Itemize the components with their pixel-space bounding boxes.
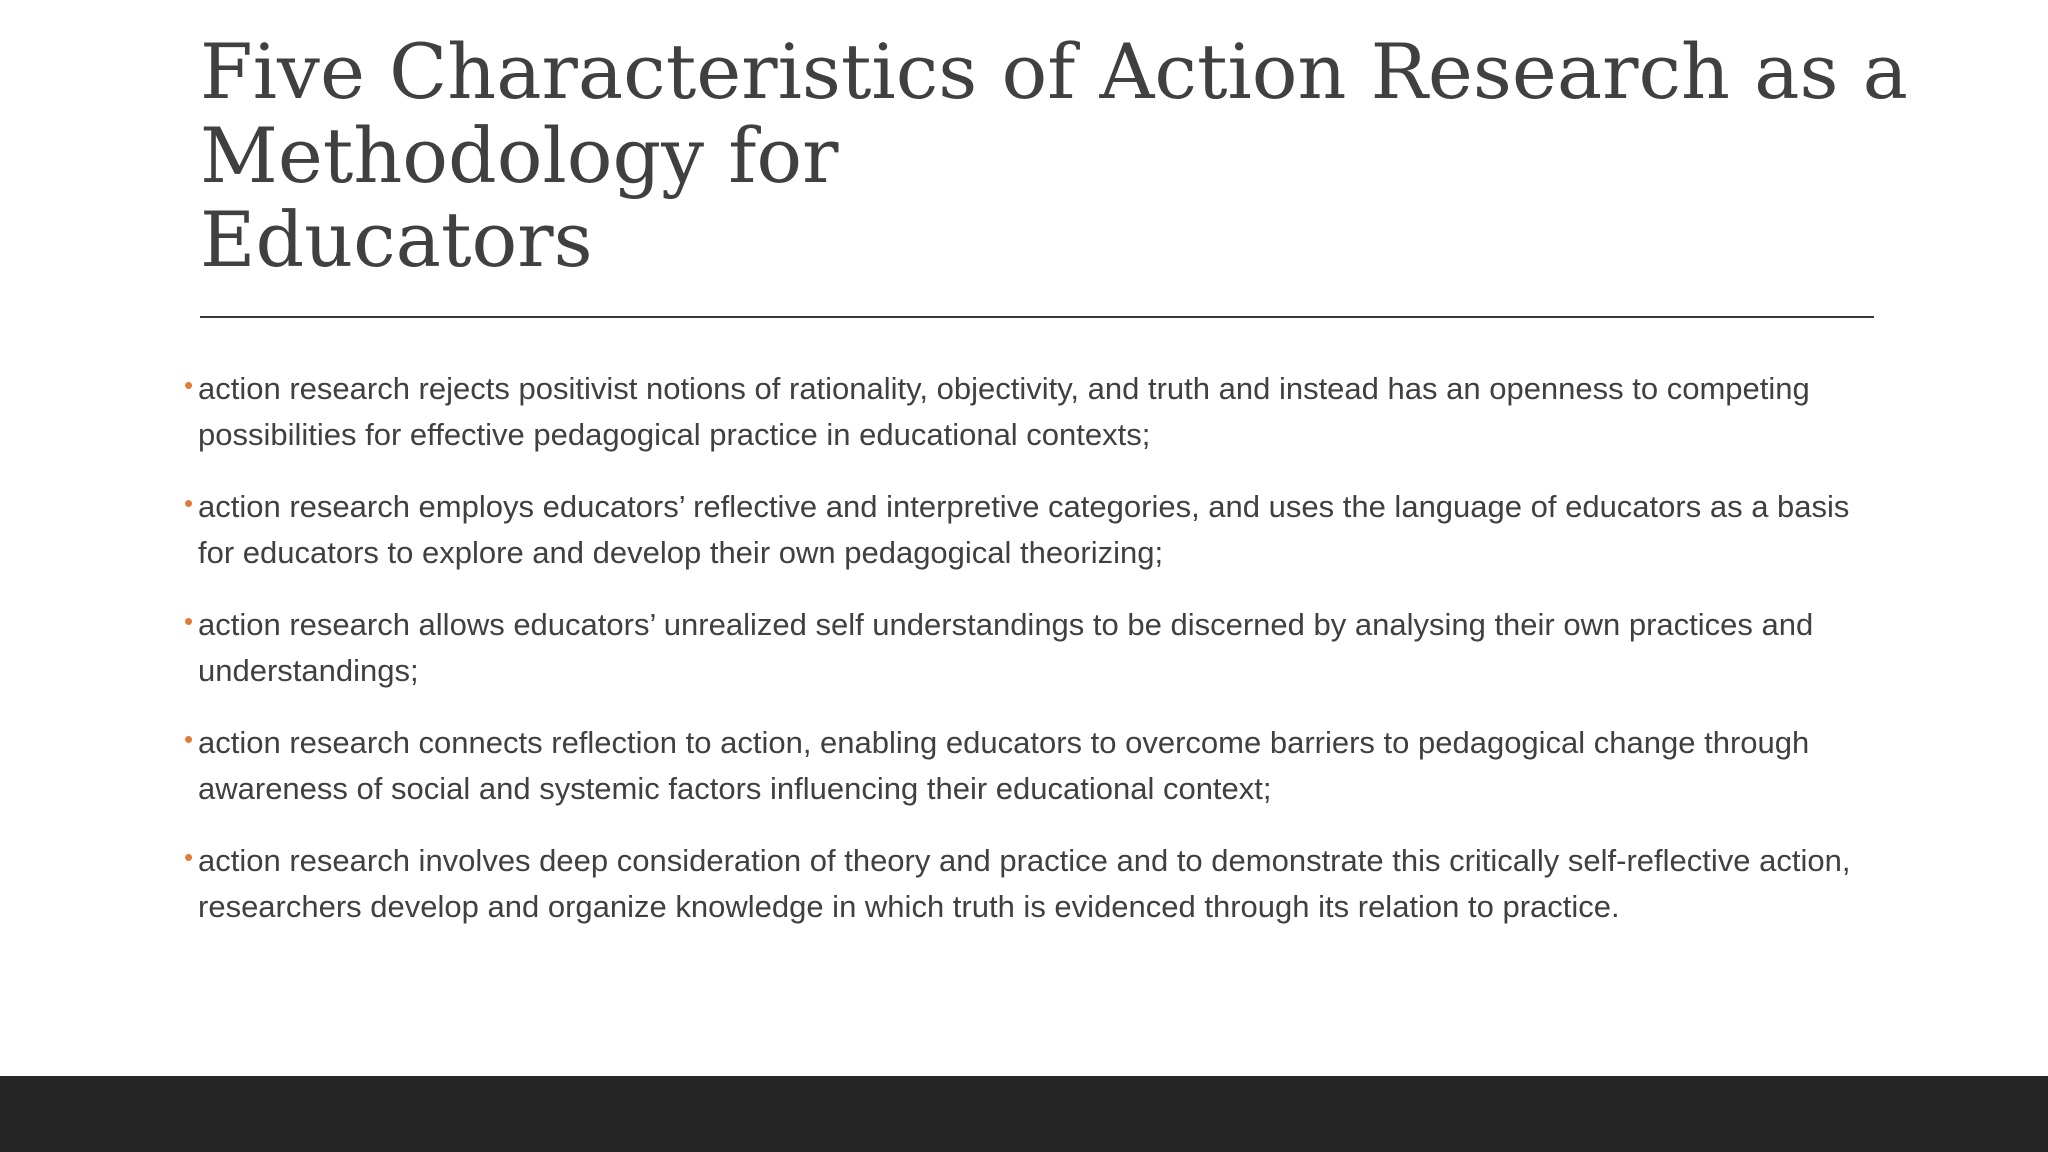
bullet-text: action research involves deep consideration of theory and practice and to demonstrate this critically self-reflective action, researchers develop and organize knowledge in which truth is evidenced through its relation to practice. [198,843,1851,924]
bullet-text: action research employs educators’ reflective and interpretive categories, and uses the language of educators as a basis for educators to explore and develop their own pedagogical theorizing; [198,489,1850,570]
bullet-marker: • [184,606,194,636]
bullet-item [184,720,1884,812]
title-line-3: Educators [200,195,593,284]
title-line-1: Five Characteristics of Action Research as a [200,27,1908,116]
bullet-text: action research allows educators’ unrealized self understandings to be discerned by analysing their own practices and understandings; [198,607,1814,688]
bullet-marker: • [184,842,194,872]
bullet-text: action research rejects positivist notions of rationality, objectivity, and truth and instead has an openness to competing possibilities for effective pedagogical practice in educational contexts; [198,371,1810,452]
bullet-item [184,602,1884,694]
bullet-item [184,484,1884,576]
bullet-list [184,366,1884,956]
bullet-marker: • [184,370,194,400]
bullet-marker: • [184,724,194,754]
title-divider [200,316,1874,318]
title-line-2: Methodology for [200,111,839,200]
bullet-marker: • [184,488,194,518]
slide-title [200,27,1908,284]
bullet-item [184,366,1884,458]
bullet-item [184,838,1884,930]
footer-bar [0,1076,2048,1152]
bullet-text: action research connects reflection to action, enabling educators to overcome barriers to pedagogical change through awareness of social and systemic factors influencing their educational context; [198,725,1810,806]
